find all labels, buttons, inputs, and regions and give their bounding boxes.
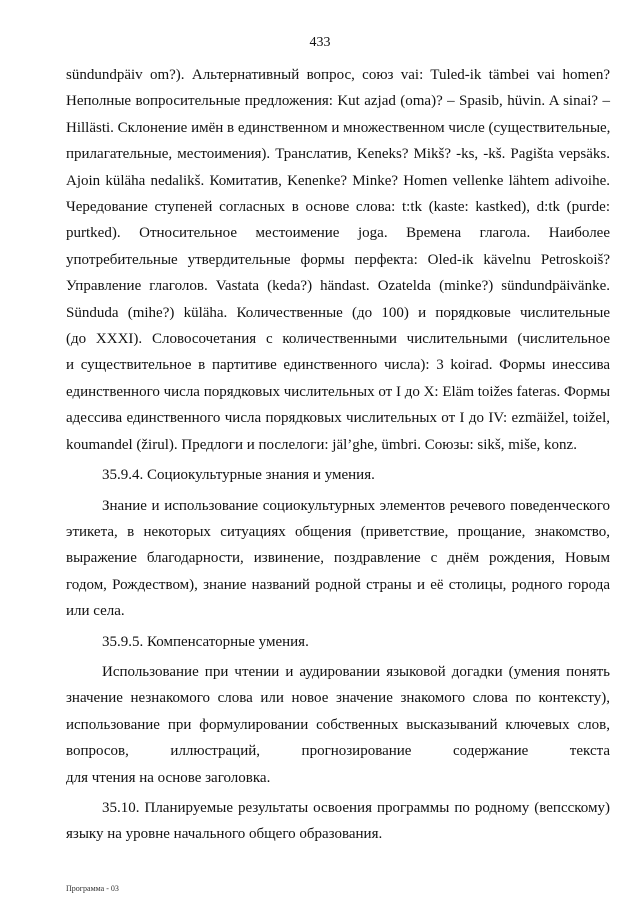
paragraph-grammar [66, 62, 610, 458]
text-line: Знание и использование социокультурных элементов речевого поведенческого [102, 497, 610, 514]
text-line: адессива единственного числа порядковых числительных от I до IV: ezmäižel, toižel, [66, 410, 610, 427]
page-footer: Программа - 03 [66, 884, 119, 893]
text-line: Hillästi. Склонение имён в единственном и множественном числе (существительные, [66, 119, 611, 136]
text-line: koumandel (žirul). Предлоги и послелоги: jäl’ghe, ümbri. Союзы: sikš, miše, konz. [66, 436, 577, 453]
paragraph-planned-results [66, 795, 610, 848]
text-line: для чтения на основе заголовка. [66, 769, 271, 786]
page-number: 433 [309, 35, 331, 50]
paragraph-compensatory [66, 659, 610, 791]
text-line: использование при формулировании собственных высказываний ключевых слов, [66, 716, 610, 733]
text-line: единственного числа порядковых числительных от I до X: Eläm toižes fateras. Формы [66, 383, 611, 400]
text-line: 35.10. Планируемые результаты освоения программы по родному (вепсскому) [102, 799, 610, 816]
section-heading-sociocultural: 35.9.4. Социокультурные знания и умения. [102, 467, 375, 484]
text-line: вопросов, иллюстраций, прогнозирование содержание текста [66, 743, 610, 760]
text-line: Неполные вопросительные предложения: Kut azjad (oma)? – Spasib, hüvin. A sinai? – [66, 93, 610, 110]
text-line: Ajoin küläha nedalikš. Комитатив, Kenenke? Minke? Homen vellenke lähtem adivoihe. [66, 172, 610, 189]
text-line: выражение благодарности, извинение, поздравление с днём рождения, Новым [66, 550, 610, 567]
text-line: значение незнакомого слова или новое значение знакомого слова по контексту), [66, 690, 610, 707]
text-line: (до XXXI). Словосочетания с количественными числительными (числительное [66, 331, 610, 348]
text-line: этикета, в некоторых ситуациях общения (приветствие, прощание, знакомство, [66, 523, 610, 540]
text-line: Sünduda (mihe?) küläha. Количественные (до 100) и порядковые числительные [66, 304, 610, 321]
text-line: purtked). Относительное местоимение joga. Времена глагола. Наиболее [66, 225, 610, 242]
text-line: и существительное в партитиве единственного числа): 3 koirad. Формы инессива [66, 357, 610, 374]
text-line: sündundpäiv om?). Альтернативный вопрос, союз vai: Tuled-ik tämbei vai homen? [66, 67, 610, 83]
text-line: Чередование ступеней согласных в основе слова: t:tk (kaste: kastked), d:tk (purde: [66, 199, 610, 216]
text-line: или села. [66, 603, 125, 620]
text-line: употребительные утвердительные формы перфекта: Oled-ik kävelnu Petroskoiš? [66, 251, 610, 268]
text-line: годом, Рождеством), знание названий родной страны и её столицы, родного города [66, 576, 610, 593]
paragraph-sociocultural [66, 493, 610, 625]
text-line: Управление глаголов. Vastata (keda?) händast. Ozatelda (minke?) sündundpäivänke. [66, 278, 610, 295]
text-line: Использование при чтении и аудировании языковой догадки (умения понять [102, 663, 610, 680]
text-line: языку на уровне начального общего образования. [66, 826, 383, 843]
section-heading-compensatory: 35.9.5. Компенсаторные умения. [102, 633, 309, 650]
text-line: прилагательные, местоимения). Транслатив, Keneks? Mikš? -ks, -kš. Pagišta vepsäks. [66, 146, 610, 163]
document-body [66, 62, 610, 848]
